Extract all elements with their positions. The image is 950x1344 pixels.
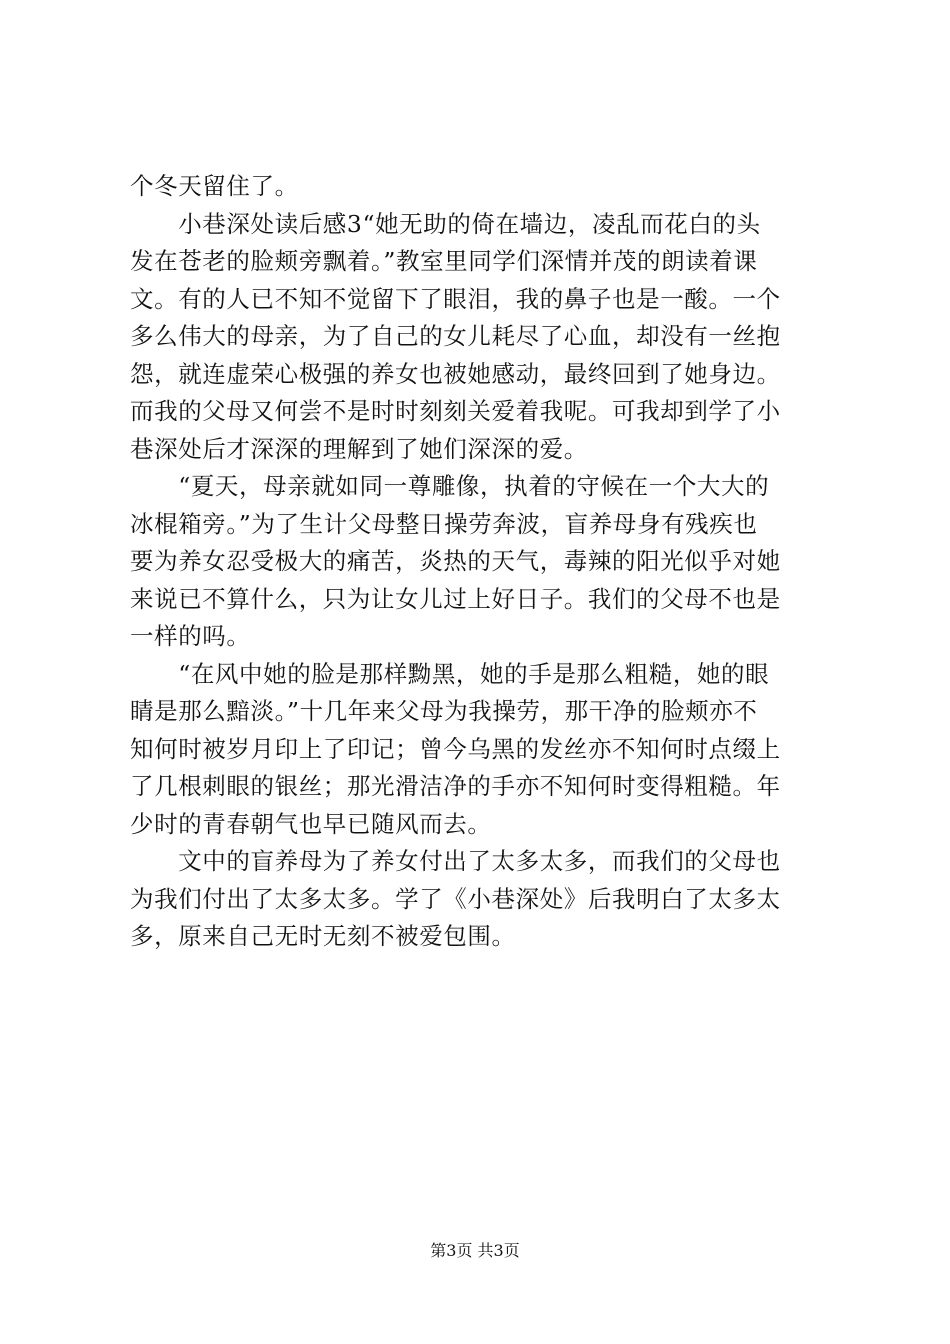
text-line: 来说已不算什么，只为让女儿过上好日子。我们的父母不也是 — [130, 584, 781, 613]
text-line: 冰棍箱旁。”为了生计父母整日操劳奔波，盲养母身有残疾也 — [130, 509, 758, 538]
text-line: 睛是那么黯淡。”十几年来父母为我操劳，那干净的脸颊亦不 — [130, 697, 758, 725]
text-line: 发在苍老的脸颊旁飘着。”教室里同学们深情并茂的朗读着课 — [130, 247, 758, 275]
text-line: “在风中她的脸是那样黝黑，她的手是那么粗糙，她的眼 — [130, 659, 770, 688]
text-line: 多，原来自己无时无刻不被爱包围。 — [130, 922, 516, 950]
text-line: 了几根刺眼的银丝；那光滑洁净的手亦不知何时变得粗糙。年 — [130, 772, 781, 800]
text-line: 少时的青春朝气也早已随风而去。 — [130, 809, 492, 838]
text-line: “夏天，母亲就如同一尊雕像，执着的守候在一个大大的 — [130, 472, 770, 500]
text-line: 个冬天留住了。 — [130, 172, 299, 200]
body-text — [130, 168, 830, 956]
text-line: 要为养女忍受极大的痛苦，炎热的天气，毒辣的阳光似乎对她 — [130, 547, 781, 575]
text-line: 小巷深处读后感3“她无助的倚在墙边，凌乱而花白的头 — [130, 209, 761, 238]
text-line: 而我的父母又何尝不是时时刻刻关爱着我呢。可我却到学了小 — [130, 397, 781, 425]
text-line: 多么伟大的母亲，为了自己的女儿耗尽了心血，却没有一丝抱 — [130, 322, 781, 350]
text-line: 文。有的人已不知不觉留下了眼泪，我的鼻子也是一酸。一个 — [130, 284, 781, 313]
text-line: 一样的吗。 — [130, 622, 251, 650]
text-line: 文中的盲养母为了养女付出了太多太多，而我们的父母也 — [130, 847, 781, 875]
text-line: 巷深处后才深深的理解到了她们深深的爱。 — [130, 434, 588, 463]
page-footer: 第3页 共3页 — [430, 1241, 520, 1260]
text-line: 知何时被岁月印上了印记；曾今乌黑的发丝亦不知何时点缀上 — [130, 734, 781, 763]
text-line: 为我们付出了太多太多。学了《小巷深处》后我明白了太多太 — [130, 884, 781, 913]
text-line: 怨，就连虚荣心极强的养女也被她感动，最终回到了她身边。 — [130, 359, 781, 388]
